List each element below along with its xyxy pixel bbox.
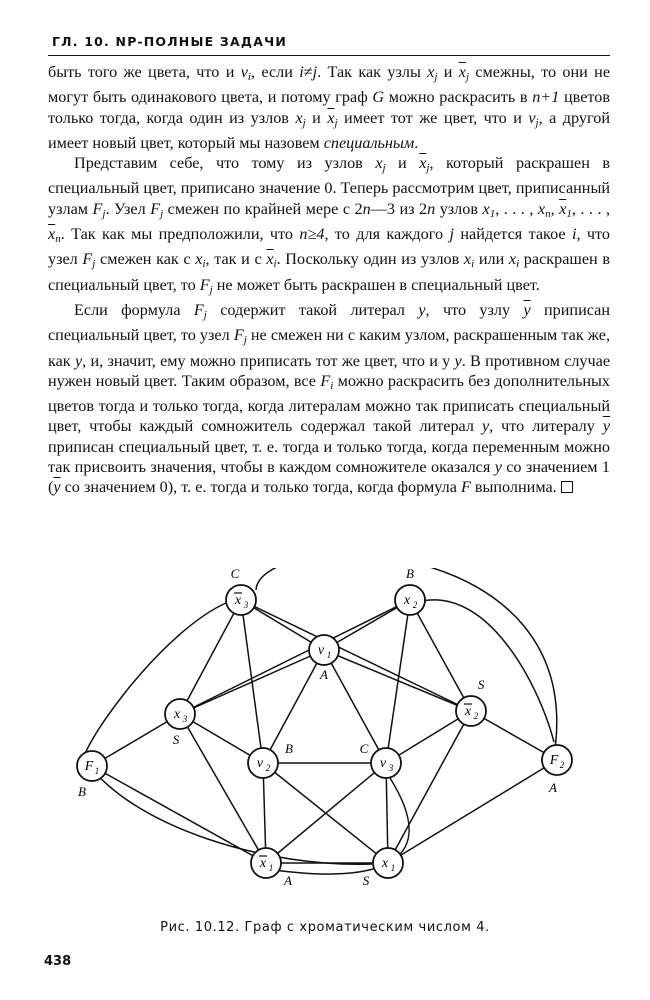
node-color-tag: C bbox=[359, 741, 369, 756]
edge-v3-x1bar bbox=[266, 763, 386, 863]
node-subscript: 3 bbox=[182, 714, 188, 724]
paragraph-3: Если формула $F_j$ содержит такой литерал y, что узлу $\overline{y}$ приписан специальный цвет, то узел $F_j$ не смежен ни с каким узлом, раскрашенным так же, как y, и, значит, ему можно приписать тот же цвет, что и у y. В противном случае нужен новый цвет. Таким образом, все $F_i$ можно раскрасить без дополнительных цветов тогда и только тогда, когда литералам можно так приписать специальный цвет, чтобы каждый сомножитель содержал такой литерал y, что литералу $\overline{y}$ приписан специальный цвет, т. е. тогда и только тогда, когда переменным можно так присвоить значения, чтобы в каждом сомножителе оказался y со значением 1 ($\overline{y}$ со значением 0), т. е. тогда и только тогда, когда формула F выполнима. bbox=[48, 300, 611, 497]
node-x2bar bbox=[456, 677, 486, 726]
edge-x2-x3 bbox=[180, 600, 410, 714]
running-header: ГЛ. 10. NP-ПОЛНЫЕ ЗАДАЧИ bbox=[52, 34, 288, 49]
graph-arcs bbox=[84, 568, 557, 874]
page-number: 438 bbox=[44, 954, 72, 969]
node-color-tag: A bbox=[284, 873, 292, 888]
node-label: F bbox=[549, 753, 559, 768]
node-color-tag: B bbox=[285, 741, 293, 756]
edge-x3bar-x3 bbox=[180, 600, 241, 714]
node-v2 bbox=[248, 741, 293, 778]
node-subscript: 2 bbox=[412, 600, 418, 610]
graph-figure bbox=[70, 568, 590, 898]
node-subscript: 2 bbox=[473, 711, 479, 721]
node-label: F bbox=[84, 759, 94, 774]
node-F1 bbox=[77, 751, 107, 799]
edge-v1-v2 bbox=[263, 650, 324, 763]
node-subscript: 2 bbox=[559, 760, 565, 770]
node-subscript: 3 bbox=[388, 763, 394, 773]
edge-x2-x2bar bbox=[410, 600, 471, 711]
node-color-tag: S bbox=[172, 732, 180, 747]
node-x1 bbox=[363, 848, 403, 888]
node-color-tag: B bbox=[78, 784, 86, 799]
node-subscript: 3 bbox=[243, 600, 249, 610]
edge-x3bar-x2bar bbox=[241, 600, 471, 711]
node-v1 bbox=[309, 635, 339, 682]
edge-v1-x2bar bbox=[324, 650, 471, 711]
paragraph-2: Представим себе, что тому из узлов $x_j$ и $\overline{x}_j$, который раскрашен в специальный цвет, приписано значение 0. Теперь рассмотрим цвет, приписанный узлам $F_j$. Узел $F_j$ смежен по крайней мере с 2n—3 из 2n узлов $x_1$, . . . , $x_n$, $\overline{x}_1$, . . . , $\overline{x}_n$. Так как мы предположили, что n≥4, то для каждого j найдется такое i, что узел $F_j$ смежен как с $x_i$, так и с $\overline{x}_i$. Поскольку один из узлов $x_i$ или $x_i$ раскрашен в специальный цвет, то $F_j$ не может быть раскрашен в специальный цвет. bbox=[48, 154, 611, 296]
node-x3 bbox=[165, 699, 195, 747]
node-v3 bbox=[360, 741, 401, 778]
node-label: x bbox=[403, 593, 411, 608]
node-label: x bbox=[464, 704, 472, 719]
node-x2 bbox=[395, 568, 425, 615]
node-F2 bbox=[542, 745, 572, 795]
paragraph-1: быть того же цвета, что и $v_i$, если i≠j. Так как узлы $x_j$ и $\overline{x}_j$ смежны, то они не могут быть одинакового цвета, и потому граф G можно раскрасить в n+1 цветов только тогда, когда один из узлов $x_j$ и $\overline{x}_j$ имеет тот же цвет, что и $v_j$, а другой имеет новый цвет, который мы назовем специальным. bbox=[48, 63, 611, 152]
header-rule bbox=[48, 55, 610, 56]
figure-caption: Рис. 10.12. Граф с хроматическим числом 4. bbox=[160, 920, 490, 935]
node-label: x bbox=[234, 593, 242, 608]
node-color-tag: S bbox=[362, 873, 370, 888]
edge-x2bar-x1 bbox=[388, 711, 471, 863]
node-subscript: 1 bbox=[268, 863, 274, 873]
node-color-tag: B bbox=[406, 568, 414, 581]
node-label: x bbox=[173, 707, 181, 722]
qed-box bbox=[561, 481, 573, 493]
node-subscript: 2 bbox=[265, 763, 271, 773]
edge-x3-v1 bbox=[180, 650, 324, 714]
node-subscript: 1 bbox=[326, 650, 332, 660]
body-text bbox=[48, 62, 610, 498]
node-color-tag: C bbox=[230, 568, 240, 581]
node-x1bar bbox=[251, 848, 292, 888]
edge-x3-x1bar bbox=[180, 714, 266, 863]
node-label: v bbox=[317, 643, 325, 658]
node-label: v bbox=[256, 756, 264, 771]
edge-x1-F2 bbox=[388, 760, 557, 863]
arc-f1-x3bar bbox=[84, 603, 226, 756]
node-label: v bbox=[379, 756, 387, 771]
node-subscript: 1 bbox=[390, 863, 396, 873]
node-subscript: 1 bbox=[94, 766, 100, 776]
graph-nodes bbox=[77, 568, 572, 888]
node-color-tag: A bbox=[320, 667, 328, 682]
node-color-tag: A bbox=[549, 780, 557, 795]
edge-v1-v3 bbox=[324, 650, 386, 763]
node-x3bar bbox=[226, 568, 256, 615]
graph-diagram bbox=[70, 568, 590, 898]
node-label: x bbox=[381, 856, 389, 871]
node-label: x bbox=[259, 856, 267, 871]
node-color-tag: S bbox=[477, 677, 485, 692]
